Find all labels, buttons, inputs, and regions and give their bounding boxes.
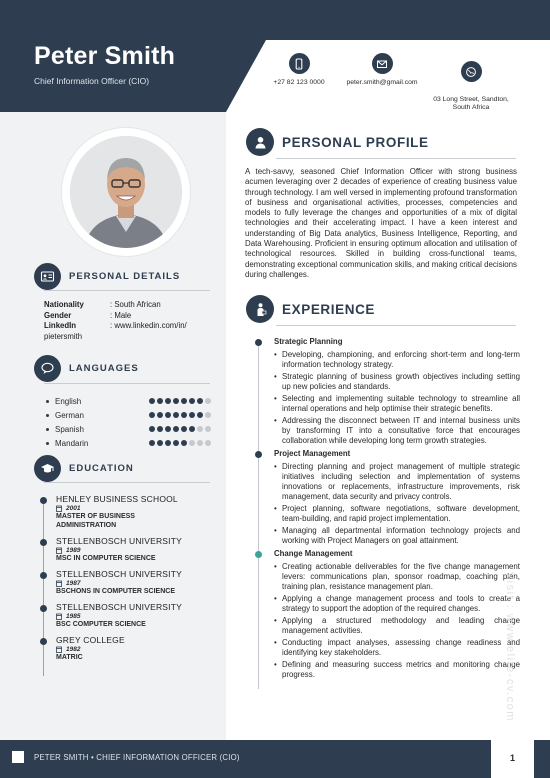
list-item: • Developing, championing, and enforcing short-term and long-term information technology strategy. bbox=[274, 350, 520, 370]
profile-heading bbox=[246, 128, 429, 156]
list-item: • Applying a structured methodology and leading change management activities. bbox=[274, 616, 520, 636]
list-item: • Conducting impact analyses, assessing change readiness and identifying key stakeholders. bbox=[274, 638, 520, 658]
detail-row bbox=[44, 300, 187, 311]
bullet-icon bbox=[46, 428, 49, 431]
rating-dot bbox=[173, 426, 179, 432]
profile-photo-frame bbox=[62, 128, 190, 256]
bullet-icon bbox=[46, 414, 49, 417]
detail-value: : South African bbox=[110, 300, 161, 309]
email-icon bbox=[372, 53, 393, 74]
language-name: English bbox=[55, 396, 82, 406]
education-item bbox=[40, 635, 220, 662]
rating-dot bbox=[181, 412, 187, 418]
timeline-dot bbox=[40, 572, 47, 579]
rating-dot bbox=[157, 412, 163, 418]
rating-dot bbox=[173, 412, 179, 418]
candidate-job-title: Chief Information Officer (CIO) bbox=[34, 76, 150, 86]
list-item: • Applying a change management process and tools to create a strategy to support the adoption of the required changes. bbox=[274, 594, 520, 614]
language-rating bbox=[149, 412, 213, 418]
phone-icon bbox=[289, 53, 310, 74]
experience-group-title: Project Management bbox=[274, 449, 351, 458]
graduation-cap-icon bbox=[34, 455, 61, 482]
graduation-year: 1985 bbox=[66, 613, 81, 620]
language-name: Spanish bbox=[55, 424, 84, 434]
year-row bbox=[56, 547, 220, 554]
calendar-icon bbox=[56, 505, 62, 512]
language-row bbox=[46, 422, 216, 436]
personal-details-list bbox=[44, 300, 187, 342]
degree-name: BSC COMPUTER SCIENCE bbox=[56, 621, 146, 628]
page-number: 1 bbox=[491, 740, 534, 778]
briefcase-person-icon bbox=[246, 295, 274, 323]
rating-dot bbox=[189, 426, 195, 432]
languages-heading bbox=[34, 354, 139, 382]
rating-dot bbox=[149, 426, 155, 432]
contact-phone-text: +27 82 123 0000 bbox=[273, 79, 325, 86]
degree-name: BSCHONS IN COMPUTER SCIENCE bbox=[56, 588, 176, 595]
id-card-icon bbox=[34, 263, 61, 290]
language-name: German bbox=[55, 410, 84, 420]
school-name: STELLENBOSCH UNIVERSITY bbox=[56, 569, 182, 579]
list-item: • Defining and measuring success metrics and monitoring change progress. bbox=[274, 660, 520, 680]
rating-dot bbox=[149, 440, 155, 446]
rating-dot bbox=[149, 412, 155, 418]
rating-dot bbox=[205, 426, 211, 432]
language-name: Mandarin bbox=[55, 438, 89, 448]
rating-dot bbox=[197, 412, 203, 418]
education-item bbox=[40, 569, 220, 596]
list-item: • Addressing the disconnect between IT and internal business units by transforming IT into a consultative force that encourages collaboration while developing long term growth strategies. bbox=[274, 416, 520, 446]
rating-dot bbox=[205, 398, 211, 404]
languages-title: LANGUAGES bbox=[69, 362, 139, 374]
degree-name: MSC IN COMPUTER SCIENCE bbox=[56, 555, 156, 562]
experience-group bbox=[258, 549, 520, 680]
education-item bbox=[40, 602, 220, 629]
rating-dot bbox=[205, 440, 211, 446]
rating-dot bbox=[149, 398, 155, 404]
linkedin-link-cont[interactable]: pietersmith bbox=[44, 331, 83, 341]
calendar-icon bbox=[56, 613, 62, 620]
bullet-icon bbox=[46, 400, 49, 403]
contact-address-text: 03 Long Street, Sandton, South Africa bbox=[433, 95, 509, 112]
education-title: EDUCATION bbox=[69, 462, 134, 474]
degree-name: MATRIC bbox=[56, 654, 83, 661]
experience-bullets bbox=[274, 462, 520, 546]
experience-timeline bbox=[258, 337, 520, 683]
footer-square-icon bbox=[12, 751, 24, 763]
detail-label: Nationality bbox=[44, 300, 84, 309]
list-item: • Managing all departmental information technology projects and working with Project Managers on goal attainment. bbox=[274, 526, 520, 546]
timeline-dot bbox=[40, 605, 47, 612]
school-name: GREY COLLEGE bbox=[56, 635, 125, 645]
detail-value: : Male bbox=[110, 310, 132, 320]
timeline-dot bbox=[40, 638, 47, 645]
location-icon bbox=[461, 61, 482, 82]
rating-dot bbox=[189, 440, 195, 446]
year-row bbox=[56, 580, 220, 587]
divider bbox=[44, 383, 210, 384]
rating-dot bbox=[157, 440, 163, 446]
experience-group bbox=[258, 337, 520, 446]
calendar-icon bbox=[56, 547, 62, 554]
divider bbox=[44, 482, 210, 483]
education-timeline bbox=[40, 494, 220, 662]
year-row bbox=[56, 505, 220, 512]
list-item: • Strategic planning of business growth objectives including setting up new policies and standards. bbox=[274, 372, 520, 392]
personal-details-heading bbox=[34, 262, 180, 290]
divider bbox=[276, 158, 516, 159]
experience-heading bbox=[246, 295, 375, 323]
list-item: • Selecting and implementing suitable technology to streamline all internal operations and help optimise their strategic benefits. bbox=[274, 394, 520, 414]
graduation-year: 1987 bbox=[66, 580, 81, 587]
education-item bbox=[40, 494, 220, 530]
divider bbox=[276, 325, 516, 326]
rating-dot bbox=[189, 412, 195, 418]
divider bbox=[44, 290, 210, 291]
rating-dot bbox=[197, 426, 203, 432]
school-name: HENLEY BUSINESS SCHOOL bbox=[56, 494, 178, 504]
list-item: • Creating actionable deliverables for the five change management levers: communications plan, sponsor roadmap, coaching plan, training plan, resistance management plan. bbox=[274, 562, 520, 592]
language-rating bbox=[149, 398, 213, 404]
rating-dot bbox=[181, 398, 187, 404]
year-row bbox=[56, 613, 220, 620]
experience-group bbox=[258, 449, 520, 546]
footer-text: PETER SMITH • CHIEF INFORMATION OFFICER (CIO) bbox=[34, 753, 240, 762]
degree-name: MASTER OF BUSINESS ADMINISTRATION bbox=[56, 513, 135, 529]
rating-dot bbox=[157, 398, 163, 404]
rating-dot bbox=[173, 398, 179, 404]
speech-bubble-icon bbox=[34, 355, 61, 382]
footer-bar bbox=[0, 740, 550, 778]
rating-dot bbox=[189, 398, 195, 404]
calendar-icon bbox=[56, 580, 62, 587]
timeline-dot bbox=[255, 451, 262, 458]
language-row bbox=[46, 436, 216, 450]
profile-photo bbox=[70, 136, 182, 248]
language-row bbox=[46, 408, 216, 422]
list-item: • Directing planning and project management of multiple strategic initiatives including selection and implementation of systems innovations or replacements, infrastructure improvements, risk management, data security and privacy controls. bbox=[274, 462, 520, 502]
list-item: • Project planning, software negotiations, software development, team-building, and rapid project implementation. bbox=[274, 504, 520, 524]
languages-list bbox=[46, 394, 216, 450]
profile-title: PERSONAL PROFILE bbox=[282, 134, 429, 150]
timeline-dot bbox=[255, 339, 262, 346]
education-item bbox=[40, 536, 220, 563]
experience-bullets bbox=[274, 562, 520, 680]
detail-row bbox=[44, 311, 187, 322]
language-row bbox=[46, 394, 216, 408]
language-rating bbox=[149, 440, 213, 446]
year-row bbox=[56, 646, 220, 653]
rating-dot bbox=[181, 440, 187, 446]
candidate-name: Peter Smith bbox=[34, 42, 176, 70]
school-name: STELLENBOSCH UNIVERSITY bbox=[56, 536, 182, 546]
detail-row bbox=[44, 321, 187, 332]
experience-bullets bbox=[274, 350, 520, 446]
personal-details-title: PERSONAL DETAILS bbox=[69, 270, 181, 282]
graduation-year: 2001 bbox=[66, 505, 81, 512]
timeline-dot bbox=[40, 539, 47, 546]
rating-dot bbox=[197, 440, 203, 446]
graduation-year: 1989 bbox=[66, 547, 81, 554]
bullet-icon bbox=[46, 442, 49, 445]
graduation-year: 1982 bbox=[66, 646, 81, 653]
detail-label: Gender bbox=[44, 310, 72, 320]
rating-dot bbox=[165, 440, 171, 446]
experience-group-title: Change Management bbox=[274, 549, 353, 558]
timeline-dot bbox=[255, 551, 262, 558]
rating-dot bbox=[165, 426, 171, 432]
rating-dot bbox=[181, 426, 187, 432]
experience-title: EXPERIENCE bbox=[282, 301, 376, 317]
timeline-dot bbox=[40, 497, 47, 504]
rating-dot bbox=[165, 412, 171, 418]
profile-summary: A tech-savvy, seasoned Chief Information Officer with strong business acumen leveraging over 2 decades of experience of creating business value through technology. I am well versed in implementing profound transformation of business and organisational activities, processes, competencies and models to fully leverage the changes and opportunities of a mix of digital technologies and their accelerating impact. I have a keen interest and understanding of Big Data analytics, Business Intelligence, Reporting, and Data Warehousing. Proficient in ensuring optimum allocation and utilisation of technological resources. Skilled in building cross-functional teams, demonstrating exceptional communication skills, and making critical decisions during challenges. bbox=[245, 167, 517, 279]
experience-group-title: Strategic Planning bbox=[274, 337, 343, 346]
rating-dot bbox=[165, 398, 171, 404]
detail-label: LinkedIn bbox=[44, 321, 77, 330]
rating-dot bbox=[173, 440, 179, 446]
contact-email-text: peter.smith@gmail.com bbox=[346, 79, 418, 86]
linkedin-link[interactable]: : www.linkedin.com/in/ bbox=[110, 321, 187, 330]
education-heading bbox=[34, 454, 134, 482]
school-name: STELLENBOSCH UNIVERSITY bbox=[56, 602, 182, 612]
watermark-text: Visit : www.elite-cv.com bbox=[504, 572, 516, 722]
rating-dot bbox=[197, 398, 203, 404]
contact-address bbox=[416, 53, 526, 121]
person-icon bbox=[246, 128, 274, 156]
calendar-icon bbox=[56, 646, 62, 653]
language-rating bbox=[149, 426, 213, 432]
rating-dot bbox=[157, 426, 163, 432]
rating-dot bbox=[205, 412, 211, 418]
